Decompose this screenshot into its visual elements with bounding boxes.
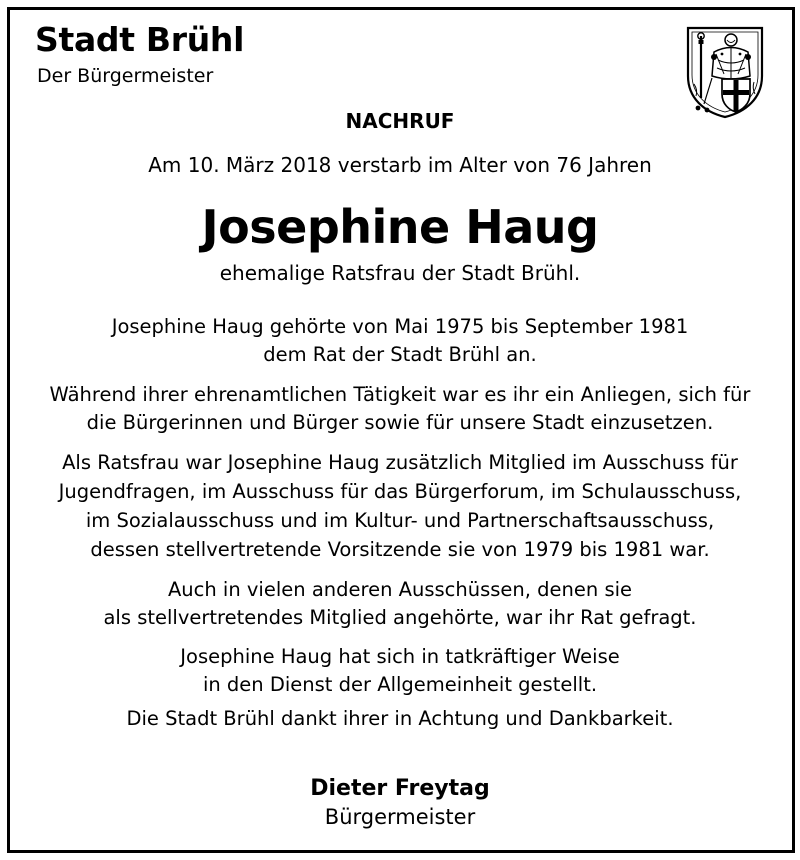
body-line: Als Ratsfrau war Josephine Haug zusätzlich Mitglied im Ausschuss für [62,451,738,474]
city-name: Stadt Brühl [35,20,245,59]
deceased-name: Josephine Haug [201,200,599,254]
body-line: die Bürgerinnen und Bürger sowie für unsere Stadt einzusetzen. [86,411,714,434]
body-line: als stellvertretendes Mitglied angehörte, war ihr Rat gefragt. [103,606,697,629]
body-line: Jugendfragen, im Ausschuss für das Bürgerforum, im Schulausschuss, [58,480,742,503]
body-line: Die Stadt Brühl dankt ihrer in Achtung und Dankbarkeit. [126,707,674,730]
body-line: Josephine Haug gehörte von Mai 1975 bis September 1981 [111,315,689,338]
office-title: Der Bürgermeister [37,65,214,87]
body-line: im Sozialausschuss und im Kultur- und Partnerschaftsausschuss, [85,509,715,532]
signatory-name: Dieter Freytag [310,776,490,801]
body-line: dessen stellvertretende Vorsitzende sie von 1979 bis 1981 war. [90,538,710,561]
body-line: Josephine Haug hat sich in tatkräftiger Weise [180,645,620,668]
deceased-role: ehemalige Ratsfrau der Stadt Brühl. [219,261,581,285]
body-line: dem Rat der Stadt Brühl an. [263,343,537,366]
body-line: Auch in vielen anderen Ausschüssen, denen sie [167,578,633,601]
notice-heading: NACHRUF [345,109,455,133]
body-line: Während ihrer ehrenamtlichen Tätigkeit war es ihr ein Anliegen, sich für [49,383,751,406]
body-line: in den Dienst der Allgemeinheit gestellt. [202,673,598,696]
signatory-title: Bürgermeister [324,805,476,829]
death-announcement: Am 10. März 2018 verstarb im Alter von 76 Jahren [148,153,652,177]
